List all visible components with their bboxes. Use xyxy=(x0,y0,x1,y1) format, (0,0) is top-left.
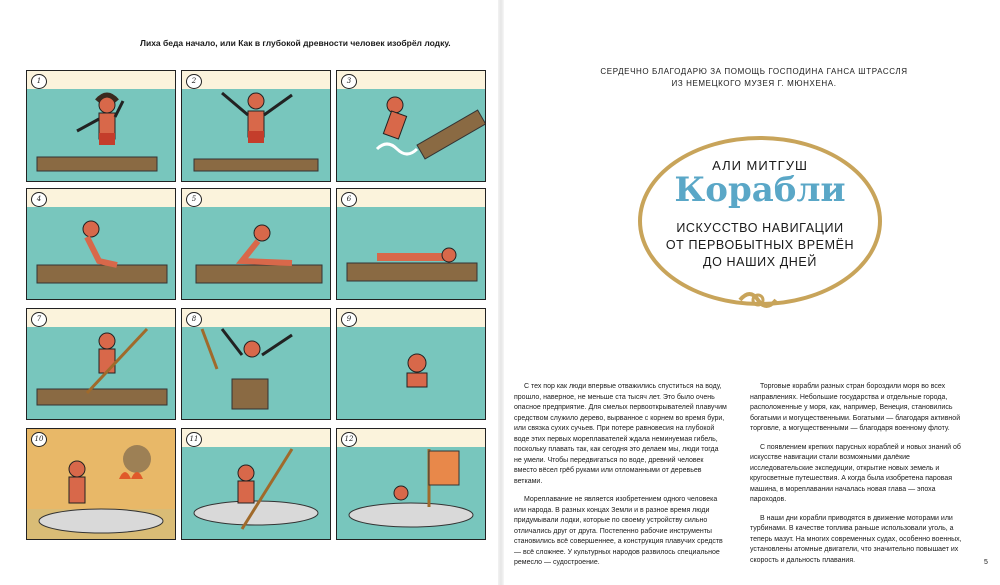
text-column-left xyxy=(514,382,728,577)
book-fold xyxy=(498,0,504,585)
comic-panel-10 xyxy=(26,428,176,540)
book-subtitle xyxy=(638,220,882,271)
panel-number: 8 xyxy=(186,312,202,327)
comic-strip xyxy=(26,70,491,548)
comic-panel-7 xyxy=(26,308,176,420)
acknowledgement xyxy=(584,66,924,90)
comic-panel-12 xyxy=(336,428,486,540)
panel-number: 11 xyxy=(186,432,202,447)
panel-illustration xyxy=(182,189,330,299)
comic-panel-4 xyxy=(26,188,176,300)
comic-panel-8 xyxy=(181,308,331,420)
comic-panel-1 xyxy=(26,70,176,182)
paragraph: С тех пор как люди впервые отважились спуститься на воду, прошло, наверное, не меньше ста тысяч лет. Это было очень опасное предприятие. Для смелых первооткрывателей плавучим средством служило дерево, вырванное с корнем во время бури, или связка сухих сучьев. При потере равновесия на глубокой воде этих первых мореплавателей ждала неминуемая гибель, поскольку плавать так, как сегодня это делаем мы, люди тогда не умели. Чтобы передвигаться по воде, древний человек вместо вёсел грёб руками или отломанными от деревьев ветками. xyxy=(514,383,727,485)
comic-panel-6 xyxy=(336,188,486,300)
panel-illustration xyxy=(27,71,175,181)
comic-panel-5 xyxy=(181,188,331,300)
panel-number: 4 xyxy=(31,192,47,207)
panel-number: 2 xyxy=(186,74,202,89)
panel-illustration xyxy=(337,429,485,539)
comic-panel-9 xyxy=(336,308,486,420)
panel-illustration xyxy=(182,309,330,419)
panel-illustration xyxy=(337,309,485,419)
book-title: Корабли xyxy=(674,170,846,210)
subtitle-line: ИСКУССТВО НАВИГАЦИИ xyxy=(676,221,844,235)
paragraph: В наши дни корабли приводятся в движение моторами или турбинами. В качестве топлива раньше использовали уголь, а теперь мазут. На многих современных судах, особенно военных, установлены атомные двигатели, что значительно повышает их скорость и дальность плавания. xyxy=(750,514,962,564)
credit-line: СЕРДЕЧНО БЛАГОДАРЮ ЗА ПОМОЩЬ ГОСПОДИНА ГАНСА ШТРАССЛЯ xyxy=(600,67,908,76)
comic-panel-2 xyxy=(181,70,331,182)
paragraph: Торговые корабли разных стран бороздили моря во всех направлениях. Небольшие государства и отдельные города, расположенные у моря, как, например, Венеция, становились богатыми и могущественными. Богатыми — благодаря активной торговле, а могущественными — благодаря военному флоту. xyxy=(750,383,961,432)
panel-number: 5 xyxy=(186,192,202,207)
panel-number: 6 xyxy=(341,192,357,207)
page-number: 5 xyxy=(984,559,988,566)
comic-caption: Лиха беда начало, или Как в глубокой древности человек изобрёл лодку. xyxy=(140,38,451,48)
comic-panel-11 xyxy=(181,428,331,540)
author-name: АЛИ МИТГУШ xyxy=(712,158,808,173)
panel-number: 9 xyxy=(341,312,357,327)
rope-knot-icon xyxy=(738,288,778,312)
panel-illustration xyxy=(182,71,330,181)
subtitle-line: ДО НАШИХ ДНЕЙ xyxy=(703,255,817,269)
subtitle-line: ОТ ПЕРВОБЫТНЫХ ВРЕМЁН xyxy=(665,238,855,252)
panel-illustration xyxy=(337,189,485,299)
text-column-right xyxy=(750,382,964,574)
paragraph: С появлением крепких парусных кораблей и новых знаний об искусстве навигации стали возможными далёкие исследовательские экспедиции, открытие новых земель и кругосветные путешествия. А когда была изобретена паровая машина, в мореплавании началась новая глава — эпоха пароходов. xyxy=(750,443,961,503)
panel-illustration xyxy=(337,71,485,181)
panel-illustration xyxy=(27,309,175,419)
panel-illustration xyxy=(27,189,175,299)
paragraph: Мореплавание не является изобретением одного человека или народа. В разных концах Земли и в разное время люди придумывали лодки, которые по своему устройству сильно отличались друг от друга. Постепенно рабочие инструменты становились всё совершеннее, а конструкция плавучих средств — всё сложнее. У культурных народов развилось специальное ремесло — судостроение. xyxy=(514,496,723,566)
panel-number: 3 xyxy=(341,74,357,89)
panel-number: 7 xyxy=(31,312,47,327)
panel-number: 10 xyxy=(31,432,47,447)
panel-number: 12 xyxy=(341,432,357,447)
title-badge xyxy=(638,136,888,312)
comic-panel-3 xyxy=(336,70,486,182)
panel-number: 1 xyxy=(31,74,47,89)
panel-illustration xyxy=(27,429,175,539)
panel-illustration xyxy=(182,429,330,539)
credit-line: ИЗ НЕМЕЦКОГО МУЗЕЯ Г. МЮНХЕНА. xyxy=(671,79,837,88)
